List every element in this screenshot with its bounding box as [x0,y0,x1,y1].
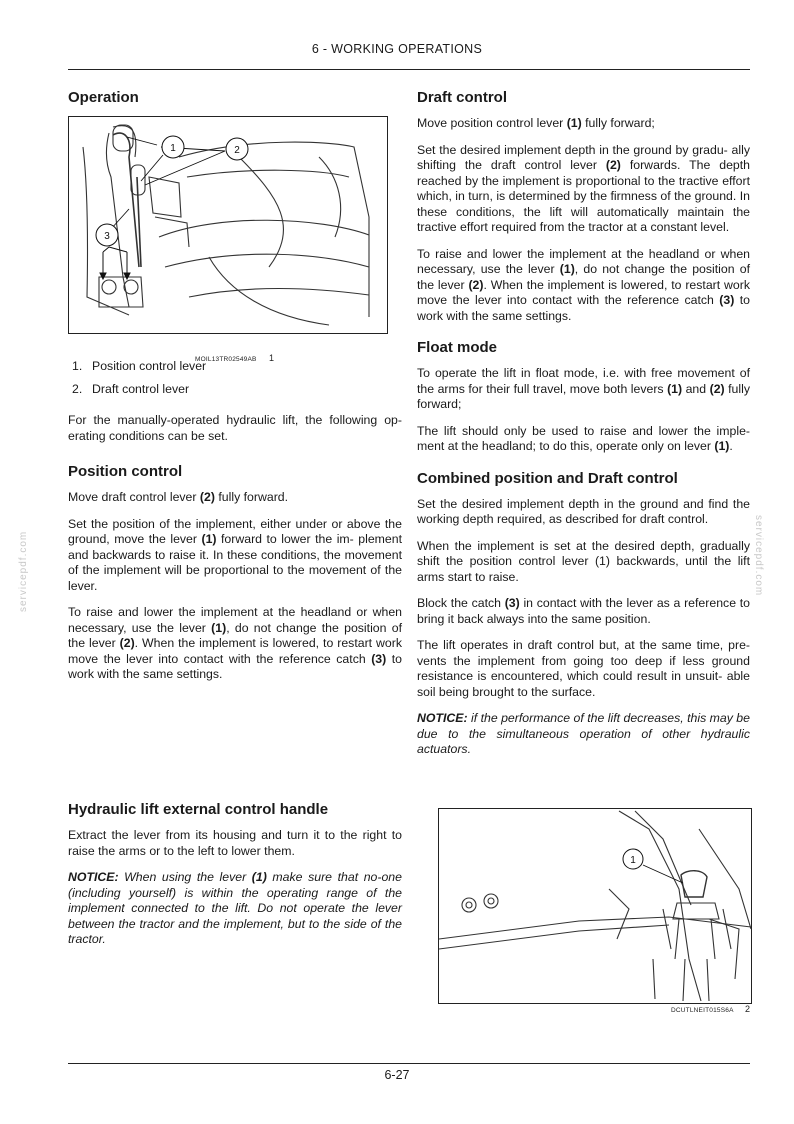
callout-2-label: 2 [234,145,240,156]
watermark-left: servicepdf.com [18,530,29,612]
header-rule [68,69,750,70]
watermark-right: servicepdf.com [753,515,764,597]
position-paragraph-2: Set the position of the implement, either under or above the ground, move the lever (1) forward to lower the im- plement and backwards to raise it. In these conditions, the movement of the implement will be proportional to the movement of the lever. [68,516,402,593]
combined-paragraph-2: When the implement is set at the desired depth, gradually shift the position control lever (1) backwards, until the lift arms start to raise. [417,538,750,584]
page-number: 6-27 [384,1068,410,1082]
position-control-heading: Position control [68,463,183,480]
handle-section [68,800,402,959]
figure-2 [438,808,752,1014]
figure-2-code: DCUTLNEIT015S6A [671,1007,734,1014]
combined-paragraph-1: Set the desired implement depth in the ground and find the working depth required, as described for draft control. [417,496,750,526]
figure-1-legend [68,359,402,397]
handle-heading: Hydraulic lift external control handle [68,801,329,818]
float-paragraph-2: The lift should only be used to raise and lower the imple- ment at the headland; to do this, operate only on lever (1). [417,423,750,453]
legend-item: 2. Draft control lever [72,381,190,396]
right-column [417,88,750,769]
combined-paragraph-4: The lift operates in draft control but, at the same time, pre- vents the implement from going too deep if less ground resistance is encountered, which could result in unsuit- able soil being brought to the surface. [417,638,750,699]
figure-1-number: 1 [269,353,275,363]
position-paragraph-3: To raise and lower the implement at the headland or when necessary, use the lever (1), do not change the position of the lever (2). When the implement is lowered, to restart work move the lever into contact with the reference catch (3) to work with the same settings. [68,605,402,681]
draft-paragraph-1: Move position control lever (1) fully forward; [417,116,655,130]
callout-1-label: 1 [170,143,176,154]
callout-3-label: 3 [104,231,110,242]
figure-1 [68,116,388,363]
draft-paragraph-3: To raise and lower the implement at the headland or when necessary, use the lever (1), do not change the position of the lever (2). When the implement is lowered, to restart work move the lever into contact with the reference catch (3) to work with the same settings. [417,246,751,323]
combined-notice: NOTICE: if the performance of the lift decreases, this may be due to the simultaneous operation of other hydraulic actuators. [417,711,750,756]
draft-paragraph-2: Set the desired implement depth in the ground by gradu- ally shifting the draft control lever (2) forwards. The depth reached by the implement is proportional to the tractive effort which, in turn, is determined by the firmness of the ground. In these conditions, the lift will automatically maintain the tractive effort required from the tractor at a constant level. [417,142,750,234]
intro-paragraph: For the manually-operated hydraulic lift, the following op- erating conditions can be set. [68,413,402,443]
left-column [68,88,402,694]
float-paragraph-1: To operate the lift in float mode, i.e. with free movement of the arms for their full travel, move both levers (1) and (2) fully forward; [417,366,750,411]
operation-heading: Operation [68,89,139,106]
figure-2-number: 2 [745,1004,751,1014]
combined-heading: Combined position and Draft control [417,469,678,487]
legend-item: 1. Position control lever [72,359,207,373]
handle-paragraph: Extract the lever from its housing and turn it to the right to raise the arms or to the left to lower them. [68,828,402,858]
figure-1-illustration [69,117,387,333]
combined-paragraph-3: Block the catch (3) in contact with the lever as a reference to bring it back always into the same position. [417,596,750,626]
figure-2-illustration [439,809,751,1003]
handle-notice: NOTICE: When using the lever (1) make sure that no-one (including yourself) is within the operating range of the implement connected to the lift. Do not operate the lever between the tractor and the implement, but to the side of the tractor. [68,870,402,946]
float-mode-heading: Float mode [417,339,498,356]
footer-rule [68,1063,750,1064]
position-paragraph-1: Move draft control lever (2) fully forward. [68,490,289,504]
figure-1-code: MOIL13TR02549AB [195,356,257,363]
figure-2-callout-label: 1 [630,855,636,866]
page-header-title: 6 - WORKING OPERATIONS [311,42,483,56]
draft-control-heading: Draft control [417,89,507,106]
